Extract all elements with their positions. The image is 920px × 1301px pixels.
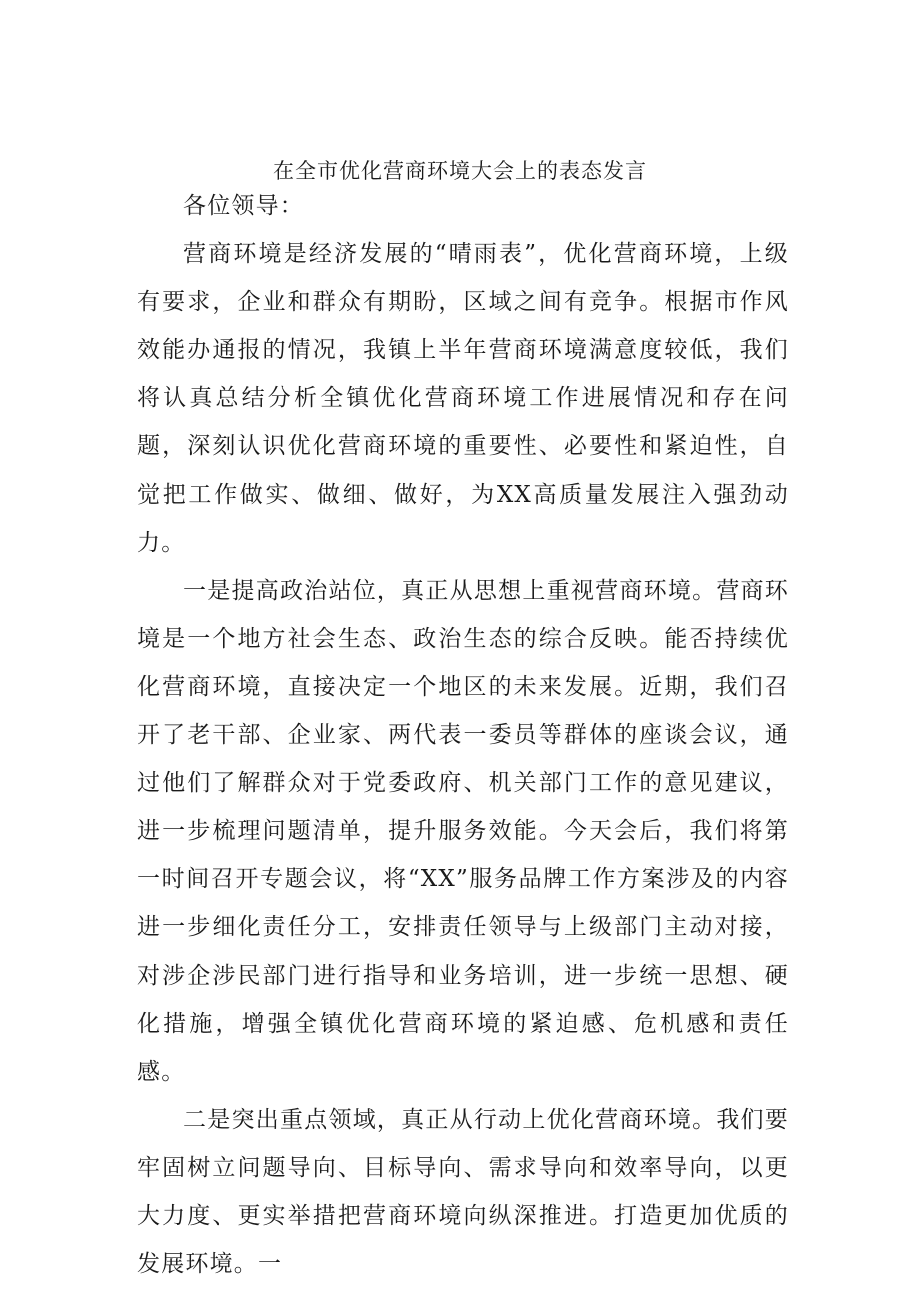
salutation: 各位领导：	[183, 193, 304, 219]
paragraph-intro: 营商环境是经济发展的“晴雨表”，优化营商环境，上级有要求，企业和群众有期盼，区域之间有竞争。根据市作风效能办通报的情况，我镇上半年营商环境满意度较低，我们将认真总结分析全镇优化营商环境工作进展情况和存在问题，深刻认识优化营商环境的重要性、必要性和紧迫性，自觉把工作做实、做细、做好，为XX高质量发展注入强劲动力。	[137, 241, 789, 556]
document-body	[137, 182, 789, 1288]
paragraph-point-two: 二是突出重点领域，真正从行动上优化营商环境。我们要牢固树立问题导向、目标导向、需求导向和效率导向，以更大力度、更实举措把营商环境向纵深推进。打造更加优质的发展环境。一	[137, 1106, 789, 1278]
paragraph-point-one: 一是提高政治站位，真正从思想上重视营商环境。营商环境是一个地方社会生态、政治生态的综合反映。能否持续优化营商环境，直接决定一个地区的未来发展。近期，我们召开了老干部、企业家、两代表一委员等群体的座谈会议，通过他们了解群众对于党委政府、机关部门工作的意见建议，进一步梳理问题清单，提升服务效能。今天会后，我们将第一时间召开专题会议，将“XX”服务品牌工作方案涉及的内容进一步细化责任分工，安排责任领导与上级部门主动对接，对涉企涉民部门进行指导和业务培训，进一步统一思想、硬化措施，增强全镇优化营商环境的紧迫感、危机感和责任感。	[137, 577, 789, 1085]
document-title: 在全市优化营商环境大会上的表态发言	[273, 159, 647, 183]
